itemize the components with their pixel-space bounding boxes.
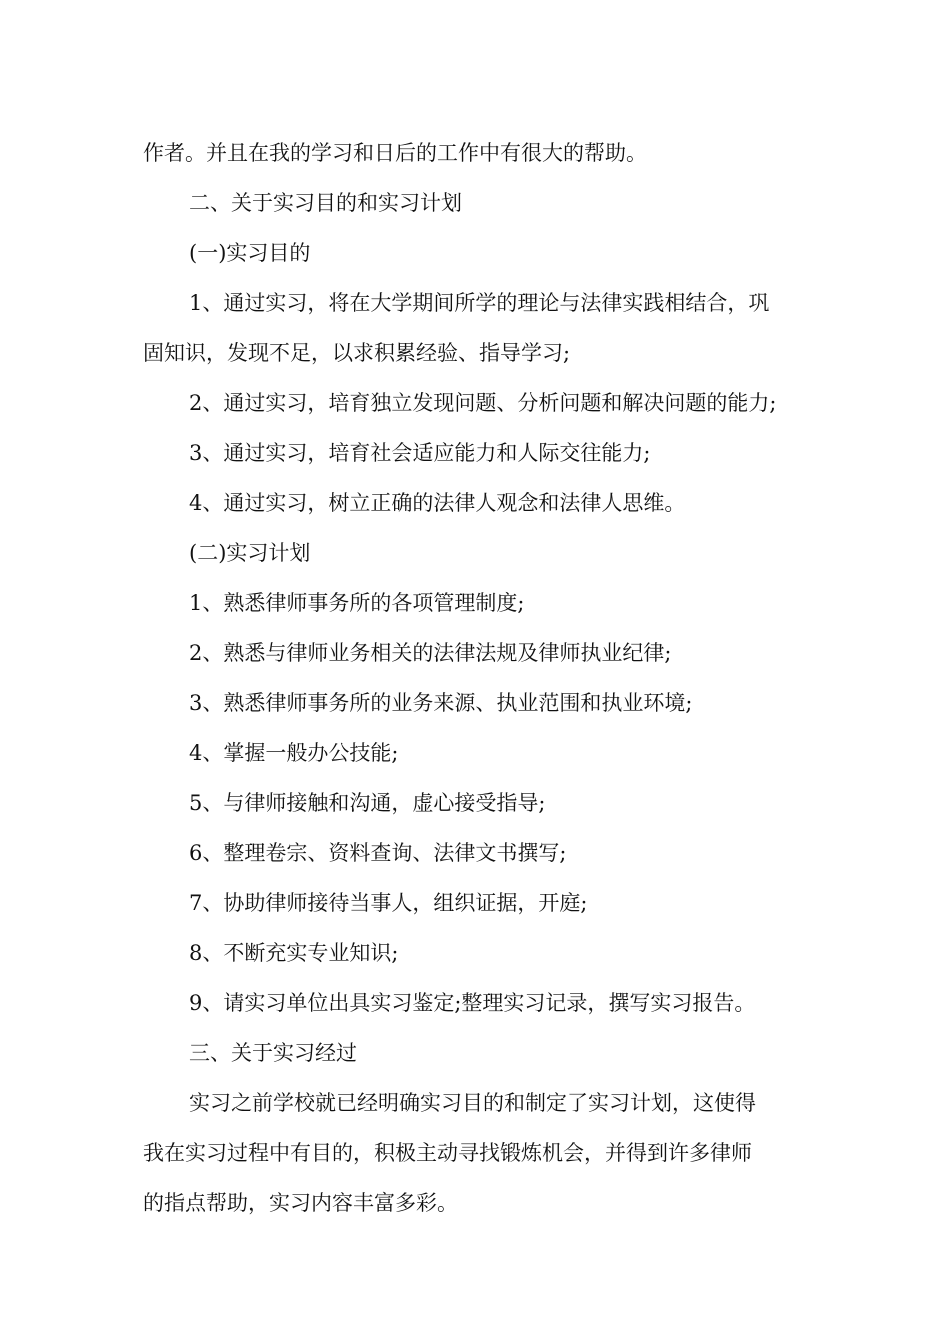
- subsection-heading-plan: (二)实习计划: [189, 541, 311, 565]
- plan-item-7: 7、协助律师接待当事人，组织证据，开庭;: [189, 891, 588, 915]
- purpose-item-3: 3、通过实习，培育社会适应能力和人际交往能力;: [189, 441, 651, 465]
- plan-item-2: 2、熟悉与律师业务相关的法律法规及律师执业纪律;: [189, 641, 672, 665]
- purpose-item-4: 4、通过实习，树立正确的法律人观念和法律人思维。: [189, 491, 686, 515]
- plan-item-8: 8、不断充实专业知识;: [189, 941, 399, 965]
- plan-item-3: 3、熟悉律师事务所的业务来源、执业范围和执业环境;: [189, 691, 693, 715]
- plan-item-9: 9、请实习单位出具实习鉴定;整理实习记录，撰写实习报告。: [189, 991, 756, 1015]
- paragraph-continuation: 作者。并且在我的学习和日后的工作中有很大的帮助。: [143, 141, 647, 165]
- document-body: [143, 128, 809, 1228]
- purpose-item-1-continued: 固知识，发现不足，以求积累经验、指导学习;: [143, 341, 571, 365]
- section-heading-3: 三、关于实习经过: [189, 1041, 357, 1065]
- plan-item-6: 6、整理卷宗、资料查询、法律文书撰写;: [189, 841, 567, 865]
- plan-item-4: 4、掌握一般办公技能;: [189, 741, 399, 765]
- body-paragraph-line-3: 的指点帮助，实习内容丰富多彩。: [143, 1191, 458, 1215]
- plan-item-1: 1、熟悉律师事务所的各项管理制度;: [189, 591, 525, 615]
- body-paragraph-line-1: 实习之前学校就已经明确实习目的和制定了实习计划，这使得: [189, 1091, 756, 1115]
- purpose-item-1: 1、通过实习，将在大学期间所学的理论与法律实践相结合，巩: [189, 291, 770, 315]
- section-heading-2: 二、关于实习目的和实习计划: [189, 191, 462, 215]
- body-paragraph-line-2: 我在实习过程中有目的，积极主动寻找锻炼机会，并得到许多律师: [143, 1141, 752, 1165]
- subsection-heading-purpose: (一)实习目的: [189, 241, 311, 265]
- purpose-item-2: 2、通过实习，培育独立发现问题、分析问题和解决问题的能力;: [189, 391, 777, 415]
- plan-item-5: 5、与律师接触和沟通，虚心接受指导;: [189, 791, 546, 815]
